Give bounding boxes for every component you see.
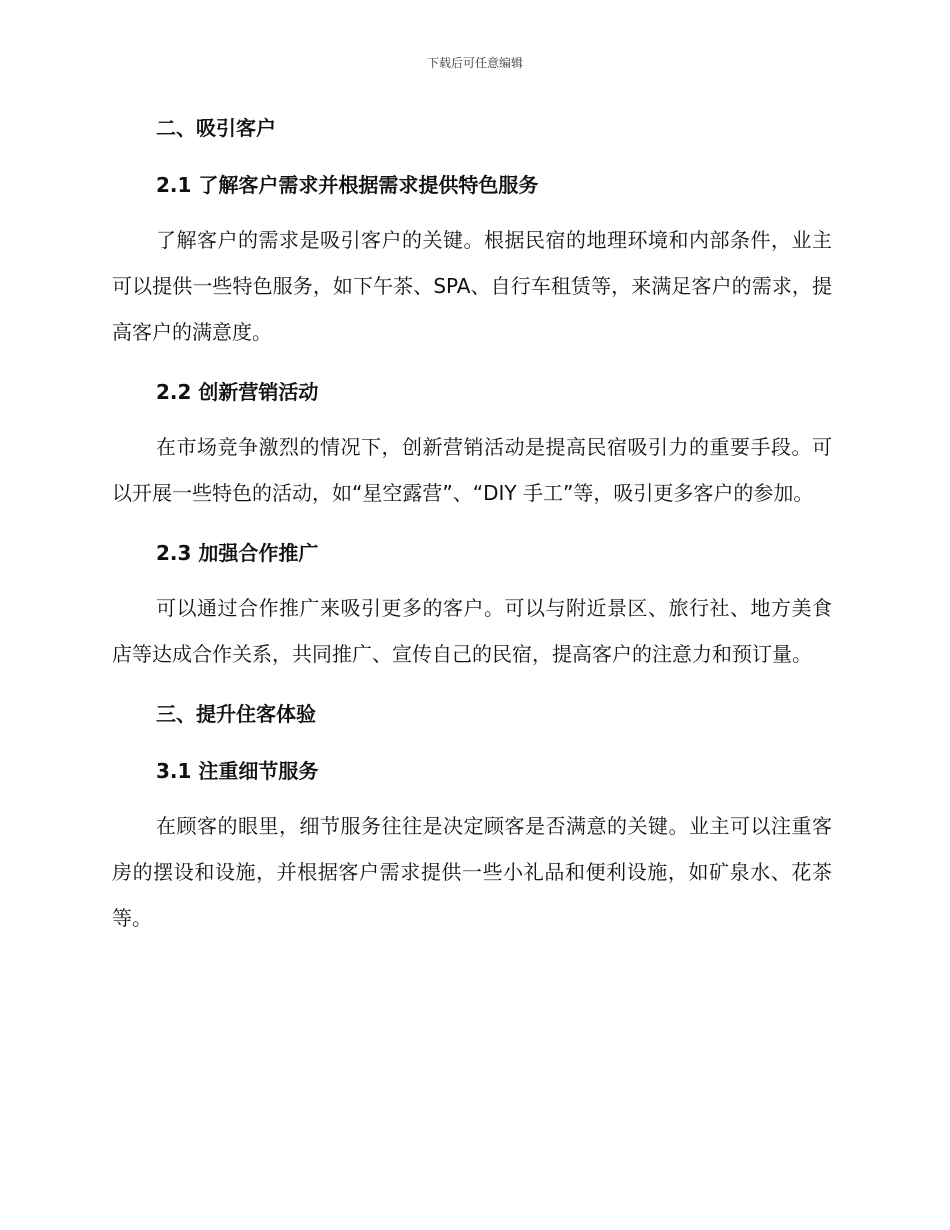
subsection-title-2-3: 2.3 加强合作推广	[156, 541, 319, 565]
paragraph-3-1: 在顾客的眼里，细节服务往往是决定顾客是否满意的关键。业主可以注重客房的摆设和设施，并根据客户需求提供一些小礼品和便利设施，如矿泉水、花茶等。	[112, 814, 832, 930]
paragraph-2-2: 在市场竞争激烈的情况下，创新营销活动是提高民宿吸引力的重要手段。可以开展一些特色的活动，如“星空露营”、“DIY 手工”等，吸引更多客户的参加。	[112, 435, 832, 505]
subsection-title-2-1: 2.1 了解客户需求并根据需求提供特色服务	[156, 173, 539, 197]
page-header-note: 下载后可任意编辑	[426, 56, 523, 70]
document-body	[112, 108, 832, 941]
section-heading-attract-customers: 二、吸引客户	[156, 116, 276, 140]
paragraph-2-3: 可以通过合作推广来吸引更多的客户。可以与附近景区、旅行社、地方美食店等达成合作关系，共同推广、宣传自己的民宿，提高客户的注意力和预订量。	[112, 596, 832, 666]
section-heading-guest-experience: 三、提升住客体验	[156, 702, 316, 726]
subsection-title-3-1: 3.1 注重细节服务	[156, 759, 319, 783]
paragraph-2-1: 了解客户的需求是吸引客户的关键。根据民宿的地理环境和内部条件，业主可以提供一些特色服务，如下午茶、SPA、自行车租赁等，来满足客户的需求，提高客户的满意度。	[112, 228, 832, 344]
subsection-title-2-2: 2.2 创新营销活动	[156, 380, 319, 404]
